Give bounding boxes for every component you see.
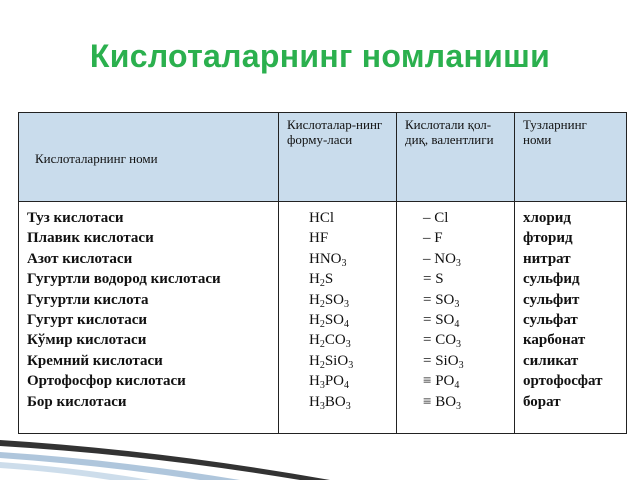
acid-name: Бор кислотаси (27, 393, 127, 410)
chem-part: SO (324, 291, 345, 308)
acid-residue (423, 269, 508, 289)
chem-subscript: 3 (456, 339, 462, 351)
salt-name: хлорид (523, 210, 571, 226)
acid-name: Ортофосфор кислотаси (27, 373, 186, 390)
chem-part: = S (423, 271, 444, 288)
acid-formula (309, 249, 390, 269)
header-acid-residue: Кислотали қол-диқ, валентлиги (397, 113, 515, 202)
acid-name: Кремний кислотаси (27, 352, 163, 369)
acid-name: Плавик кислотаси (27, 230, 154, 247)
chem-part: H (309, 291, 320, 308)
chem-part: – NO (423, 250, 456, 267)
chem-part: BO (324, 393, 346, 410)
chem-part: H (309, 393, 320, 410)
acid-residues-column (397, 202, 515, 434)
chem-subscript: 2 (319, 359, 325, 371)
acid-formula (309, 371, 390, 391)
chem-subscript: 3 (345, 339, 351, 351)
acid-formulas-column (279, 202, 397, 434)
chem-subscript: 3 (455, 257, 461, 269)
chem-part: H (309, 373, 320, 390)
chem-subscript: 2 (319, 318, 325, 330)
salt-name: нитрат (523, 250, 571, 267)
acid-formula (309, 310, 390, 330)
chem-part: S (324, 271, 334, 288)
salt-names-column (515, 202, 627, 434)
salt-name: карбонат (523, 332, 586, 349)
salt-name: ортофосфат (523, 373, 603, 390)
acid-name: Азот кислотаси (27, 250, 133, 267)
acid-formula (309, 269, 390, 289)
chem-subscript: 2 (319, 278, 325, 290)
acid-name: Гугуртли водород кислотаси (27, 271, 221, 288)
acid-residue (423, 228, 508, 248)
chem-part: HF (309, 230, 329, 247)
table-body-row (19, 202, 627, 434)
acid-formula (309, 392, 390, 412)
chem-part: = SO (423, 291, 455, 308)
acid-residue (423, 371, 508, 391)
acid-residue (423, 351, 508, 371)
chem-part: – F (423, 230, 443, 247)
chem-part: – Cl (423, 210, 449, 226)
salt-name: фторид (523, 230, 573, 247)
header-salt-name: Тузларнинг номи (515, 113, 627, 202)
chem-part: SO (324, 311, 345, 328)
chem-part: HCl (309, 210, 335, 226)
acid-formula (309, 228, 390, 248)
acid-formula (309, 330, 390, 350)
acid-name: Кўмир кислотаси (27, 332, 147, 349)
chem-part: H (309, 352, 320, 369)
chem-subscript: 4 (454, 380, 460, 392)
acid-formula (309, 208, 390, 228)
chem-subscript: 4 (344, 318, 350, 330)
chem-part: PO (324, 373, 345, 390)
chem-part: H (309, 332, 320, 349)
chem-subscript: 3 (348, 359, 354, 371)
salt-name: сульфит (523, 291, 580, 308)
chem-subscript: 2 (319, 339, 325, 351)
chem-part: ≡ PO (423, 373, 455, 390)
chem-part: = SO (423, 311, 455, 328)
acid-residue (423, 392, 508, 412)
chem-subscript: 3 (345, 400, 351, 412)
acid-name: Гугурт кислотаси (27, 311, 148, 328)
salt-name: сульфат (523, 311, 578, 328)
chem-part: = SiO (423, 352, 459, 369)
acid-name: Гугуртли кислота (27, 291, 149, 308)
chem-subscript: 3 (344, 298, 350, 310)
chem-part: CO (324, 332, 346, 349)
chem-subscript: 3 (319, 400, 325, 412)
salt-name: сульфид (523, 271, 580, 288)
table-header-row (19, 113, 627, 202)
chem-subscript: 4 (344, 380, 350, 392)
chem-subscript: 3 (456, 400, 462, 412)
slide-title: Кислоталарнинг номланиши (89, 38, 551, 74)
acid-formula (309, 290, 390, 310)
acid-formula (309, 351, 390, 371)
chem-part: HNO (309, 250, 342, 267)
chem-subscript: 4 (454, 318, 460, 330)
header-acid-formula: Кислоталар-нинг форму-ласи (279, 113, 397, 202)
chem-subscript: 3 (454, 298, 460, 310)
acid-residue (423, 290, 508, 310)
chem-part: ≡ BO (423, 393, 457, 410)
acid-residue (423, 208, 508, 228)
acid-residue (423, 249, 508, 269)
salt-name: силикат (523, 352, 579, 369)
chem-part: SiO (324, 352, 349, 369)
salt-name: борат (523, 393, 561, 410)
acid-names-column (19, 202, 279, 434)
chem-part: = CO (423, 332, 457, 349)
chem-subscript: 3 (319, 380, 325, 392)
header-acid-name: Кислоталарнинг номи (19, 113, 279, 202)
acid-residue (423, 310, 508, 330)
chem-part: H (309, 311, 320, 328)
acids-table (18, 112, 626, 434)
acid-name: Туз кислотаси (27, 210, 124, 226)
acid-residue (423, 330, 508, 350)
chem-part: H (309, 271, 320, 288)
chem-subscript: 3 (341, 257, 347, 269)
chem-subscript: 3 (458, 359, 464, 371)
chem-subscript: 2 (319, 298, 325, 310)
